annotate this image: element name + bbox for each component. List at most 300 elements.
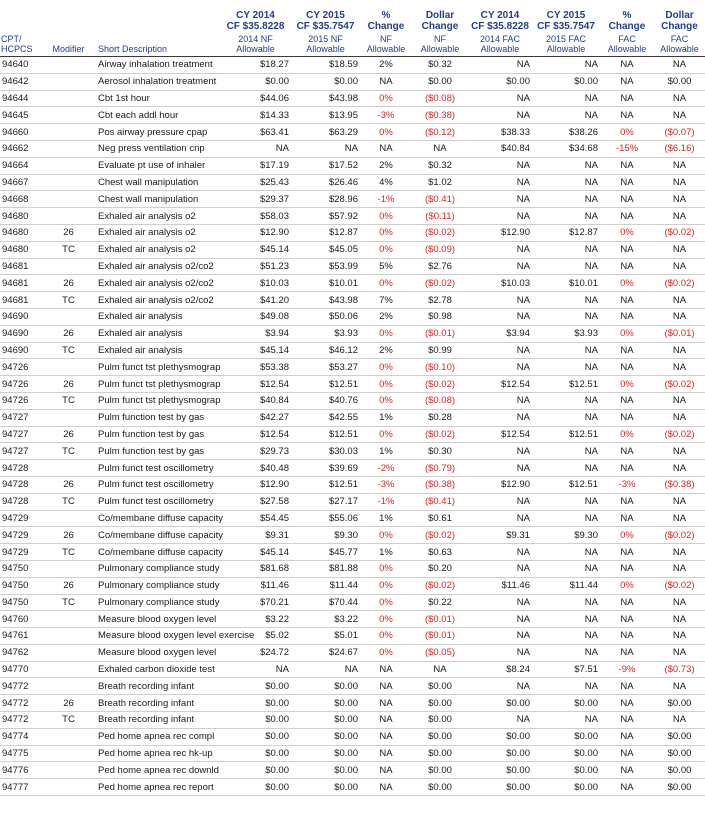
cell-2014-nf: $12.90 xyxy=(220,476,291,493)
cell-description: Ped home apnea rec downld xyxy=(92,762,220,779)
cell-code: 94726 xyxy=(0,359,45,376)
table-row xyxy=(0,611,705,628)
cell-nf-pct-change: NA xyxy=(360,695,412,712)
cell-2014-nf: $0.00 xyxy=(220,712,291,729)
cell-code: 94680 xyxy=(0,241,45,258)
cell-nf-dollar-change: $0.63 xyxy=(412,544,468,561)
cell-nf-pct-change: 5% xyxy=(360,258,412,275)
table-row xyxy=(0,644,705,661)
cell-2015-fac: NA xyxy=(532,510,600,527)
table-body xyxy=(0,57,705,796)
cell-fac-dollar-change: ($0.02) xyxy=(654,577,705,594)
cell-2015-nf: $10.01 xyxy=(291,275,360,292)
cell-2014-fac: NA xyxy=(468,308,532,325)
cell-modifier: TC xyxy=(45,712,92,729)
cell-2014-nf: $40.84 xyxy=(220,392,291,409)
cell-2015-nf: $3.22 xyxy=(291,611,360,628)
table-row xyxy=(0,191,705,208)
cell-modifier xyxy=(45,208,92,225)
cell-code: 94729 xyxy=(0,527,45,544)
cell-2015-fac: $9.30 xyxy=(532,527,600,544)
cell-2014-fac: $0.00 xyxy=(468,728,532,745)
cell-fac-pct-change: -9% xyxy=(600,661,654,678)
cell-nf-pct-change: 0% xyxy=(360,224,412,241)
cell-2014-fac: NA xyxy=(468,544,532,561)
cell-2014-nf: $12.54 xyxy=(220,376,291,393)
cell-2015-fac: NA xyxy=(532,678,600,695)
cell-2014-fac: NA xyxy=(468,392,532,409)
cell-2014-fac: $3.94 xyxy=(468,325,532,342)
cell-description: Co/membane diffuse capacity xyxy=(92,510,220,527)
cell-2014-fac: NA xyxy=(468,174,532,191)
cell-code: 94762 xyxy=(0,644,45,661)
cell-2015-nf: $12.87 xyxy=(291,224,360,241)
cell-nf-pct-change: 0% xyxy=(360,611,412,628)
cell-modifier xyxy=(45,779,92,796)
cell-modifier xyxy=(45,107,92,124)
header-cy2015-nf: CY 2015 CF $35.7547 xyxy=(296,10,355,32)
cell-nf-pct-change: 0% xyxy=(360,325,412,342)
cell-code: 94770 xyxy=(0,661,45,678)
cell-fac-pct-change: NA xyxy=(600,191,654,208)
table-row xyxy=(0,678,705,695)
cell-2014-fac: NA xyxy=(468,241,532,258)
cell-fac-dollar-change: NA xyxy=(654,174,705,191)
cell-code: 94668 xyxy=(0,191,45,208)
cell-2014-nf: $10.03 xyxy=(220,275,291,292)
cell-modifier: TC xyxy=(45,443,92,460)
cell-code: 94772 xyxy=(0,678,45,695)
cell-modifier xyxy=(45,359,92,376)
cell-2014-nf: $40.48 xyxy=(220,460,291,477)
cell-nf-dollar-change: ($0.10) xyxy=(412,359,468,376)
table-row xyxy=(0,90,705,107)
cell-2015-nf: $18.59 xyxy=(291,57,360,74)
cell-nf-pct-change: NA xyxy=(360,712,412,729)
cell-2015-fac: NA xyxy=(532,611,600,628)
cell-modifier xyxy=(45,644,92,661)
cell-fac-dollar-change: NA xyxy=(654,258,705,275)
table-row xyxy=(0,73,705,90)
cell-2015-nf: $13.95 xyxy=(291,107,360,124)
header-short-description: Short Description xyxy=(92,32,220,57)
cell-modifier: 26 xyxy=(45,376,92,393)
cell-2014-fac: NA xyxy=(468,628,532,645)
cell-description: Pulm funct test oscillometry xyxy=(92,493,220,510)
cell-2014-fac: $38.33 xyxy=(468,124,532,141)
cell-nf-dollar-change: $0.28 xyxy=(412,409,468,426)
cell-fac-dollar-change: ($0.02) xyxy=(654,224,705,241)
cell-fac-pct-change: 0% xyxy=(600,224,654,241)
cell-2014-nf: $27.58 xyxy=(220,493,291,510)
header-cpt-hcpcs: CPT/ HCPCS xyxy=(0,32,45,57)
cell-nf-dollar-change: ($0.08) xyxy=(412,90,468,107)
cell-2014-nf: NA xyxy=(220,661,291,678)
cell-modifier xyxy=(45,174,92,191)
cell-modifier xyxy=(45,308,92,325)
cell-fac-dollar-change: NA xyxy=(654,560,705,577)
cell-modifier: TC xyxy=(45,493,92,510)
cell-2015-fac: NA xyxy=(532,57,600,74)
cell-description: Cbt each addl hour xyxy=(92,107,220,124)
cell-description: Ped home apnea rec compl xyxy=(92,728,220,745)
cell-fac-pct-change: NA xyxy=(600,560,654,577)
cell-modifier: TC xyxy=(45,392,92,409)
cell-2015-fac: $12.51 xyxy=(532,376,600,393)
cell-code: 94640 xyxy=(0,57,45,74)
table-row xyxy=(0,409,705,426)
table-row xyxy=(0,594,705,611)
table-row xyxy=(0,460,705,477)
table-row xyxy=(0,140,705,157)
cell-modifier xyxy=(45,73,92,90)
cell-modifier xyxy=(45,409,92,426)
cell-nf-dollar-change: ($0.08) xyxy=(412,392,468,409)
cell-2015-fac: NA xyxy=(532,258,600,275)
cell-fac-pct-change: NA xyxy=(600,695,654,712)
cell-2014-fac: $12.54 xyxy=(468,376,532,393)
cell-nf-pct-change: 0% xyxy=(360,359,412,376)
cell-2015-nf: $42.55 xyxy=(291,409,360,426)
cell-fac-pct-change: NA xyxy=(600,107,654,124)
table-row xyxy=(0,426,705,443)
cell-2015-nf: $12.51 xyxy=(291,376,360,393)
table-row xyxy=(0,376,705,393)
cell-nf-pct-change: 0% xyxy=(360,241,412,258)
cell-fac-pct-change: 0% xyxy=(600,124,654,141)
cell-2015-fac: NA xyxy=(532,443,600,460)
cell-modifier: 26 xyxy=(45,476,92,493)
header-2015-nf-allowable: 2015 NF Allowable xyxy=(291,32,360,57)
cell-2014-nf: $11.46 xyxy=(220,577,291,594)
cell-fac-pct-change: NA xyxy=(600,460,654,477)
cell-nf-dollar-change: $0.99 xyxy=(412,342,468,359)
cell-description: Exhaled air analysis o2 xyxy=(92,224,220,241)
cell-2014-fac: $9.31 xyxy=(468,527,532,544)
cell-modifier xyxy=(45,560,92,577)
cell-2014-nf: $41.20 xyxy=(220,292,291,309)
cell-2015-nf: $0.00 xyxy=(291,728,360,745)
cell-nf-pct-change: 2% xyxy=(360,308,412,325)
cell-2015-fac: NA xyxy=(532,560,600,577)
cell-fac-dollar-change: NA xyxy=(654,191,705,208)
cell-2015-nf: $0.00 xyxy=(291,678,360,695)
cell-code: 94727 xyxy=(0,426,45,443)
cell-description: Breath recording infant xyxy=(92,712,220,729)
cell-description: Pulmonary compliance study xyxy=(92,594,220,611)
cell-description: Pos airway pressure cpap xyxy=(92,124,220,141)
cell-2014-fac: NA xyxy=(468,90,532,107)
cell-fac-dollar-change: NA xyxy=(654,409,705,426)
cell-modifier xyxy=(45,57,92,74)
cell-description: Exhaled air analysis o2 xyxy=(92,208,220,225)
cell-2014-nf: $0.00 xyxy=(220,728,291,745)
cell-nf-dollar-change: ($0.41) xyxy=(412,191,468,208)
cell-code: 94728 xyxy=(0,476,45,493)
cell-2014-fac: NA xyxy=(468,292,532,309)
table-header xyxy=(0,0,705,57)
cell-2015-fac: $0.00 xyxy=(532,695,600,712)
table-row xyxy=(0,224,705,241)
header-cy2015-fac: CY 2015 CF $35.7547 xyxy=(537,10,595,32)
cell-description: Breath recording infant xyxy=(92,678,220,695)
cell-modifier xyxy=(45,157,92,174)
cell-2014-fac: NA xyxy=(468,208,532,225)
table-row xyxy=(0,661,705,678)
cell-fac-pct-change: NA xyxy=(600,745,654,762)
cell-2015-fac: NA xyxy=(532,359,600,376)
cell-nf-dollar-change: ($0.01) xyxy=(412,325,468,342)
cell-2015-fac: $0.00 xyxy=(532,73,600,90)
cell-nf-dollar-change: $0.30 xyxy=(412,443,468,460)
cell-fac-dollar-change: NA xyxy=(654,460,705,477)
cell-nf-pct-change: 2% xyxy=(360,157,412,174)
cell-nf-dollar-change: $0.00 xyxy=(412,678,468,695)
table-row xyxy=(0,493,705,510)
cell-modifier xyxy=(45,678,92,695)
cell-2014-fac: NA xyxy=(468,644,532,661)
cell-fac-dollar-change: ($0.38) xyxy=(654,476,705,493)
cell-2015-nf: $43.98 xyxy=(291,292,360,309)
header-fac-allowable-dollar: FAC Allowable xyxy=(654,32,705,57)
cell-fac-pct-change: NA xyxy=(600,258,654,275)
cell-modifier: 26 xyxy=(45,695,92,712)
cell-code: 94761 xyxy=(0,628,45,645)
cell-2015-fac: $0.00 xyxy=(532,745,600,762)
cell-description: Pulm funct test oscillometry xyxy=(92,476,220,493)
cell-fac-dollar-change: NA xyxy=(654,443,705,460)
cell-code: 94760 xyxy=(0,611,45,628)
cell-code: 94772 xyxy=(0,695,45,712)
cell-nf-pct-change: 0% xyxy=(360,392,412,409)
cell-fac-pct-change: NA xyxy=(600,728,654,745)
cell-2014-nf: $0.00 xyxy=(220,779,291,796)
cell-nf-pct-change: 7% xyxy=(360,292,412,309)
cell-fac-pct-change: NA xyxy=(600,292,654,309)
cell-nf-pct-change: 4% xyxy=(360,174,412,191)
cell-nf-pct-change: 0% xyxy=(360,275,412,292)
cell-fac-pct-change: NA xyxy=(600,443,654,460)
cell-fac-pct-change: NA xyxy=(600,241,654,258)
cell-fac-pct-change: NA xyxy=(600,409,654,426)
cell-2015-nf: $55.06 xyxy=(291,510,360,527)
cell-code: 94727 xyxy=(0,409,45,426)
cell-description: Breath recording infant xyxy=(92,695,220,712)
cell-2014-nf: $44.06 xyxy=(220,90,291,107)
cell-description: Exhaled air analysis o2/co2 xyxy=(92,275,220,292)
cell-code: 94772 xyxy=(0,712,45,729)
cell-description: Pulm function test by gas xyxy=(92,426,220,443)
cell-2014-nf: $14.33 xyxy=(220,107,291,124)
cell-modifier xyxy=(45,661,92,678)
cell-2014-nf: $29.73 xyxy=(220,443,291,460)
cell-nf-pct-change: 0% xyxy=(360,124,412,141)
table-row xyxy=(0,258,705,275)
cell-2015-nf: $45.05 xyxy=(291,241,360,258)
cell-nf-dollar-change: ($0.02) xyxy=(412,577,468,594)
cell-2015-fac: NA xyxy=(532,460,600,477)
cell-2015-nf: $70.44 xyxy=(291,594,360,611)
cell-modifier xyxy=(45,728,92,745)
cell-2015-nf: $0.00 xyxy=(291,73,360,90)
header-2014-fac-allowable: 2014 FAC Allowable xyxy=(468,32,532,57)
cell-2015-fac: $12.51 xyxy=(532,476,600,493)
cell-code: 94776 xyxy=(0,762,45,779)
cell-fac-dollar-change: ($0.02) xyxy=(654,426,705,443)
cell-fac-dollar-change: NA xyxy=(654,611,705,628)
cell-modifier xyxy=(45,460,92,477)
cell-2015-fac: $12.87 xyxy=(532,224,600,241)
cell-fac-dollar-change: NA xyxy=(654,57,705,74)
cell-2014-nf: $63.41 xyxy=(220,124,291,141)
cell-code: 94750 xyxy=(0,560,45,577)
cell-description: Exhaled carbon dioxide test xyxy=(92,661,220,678)
cell-code: 94729 xyxy=(0,510,45,527)
cell-2014-nf: $29.37 xyxy=(220,191,291,208)
cell-2015-fac: NA xyxy=(532,191,600,208)
cell-fac-pct-change: NA xyxy=(600,712,654,729)
cell-2014-fac: NA xyxy=(468,107,532,124)
cell-nf-pct-change: NA xyxy=(360,728,412,745)
cell-2015-nf: $30.03 xyxy=(291,443,360,460)
cell-code: 94750 xyxy=(0,577,45,594)
cell-fac-pct-change: NA xyxy=(600,359,654,376)
header-cy2014-nf: CY 2014 CF $35.8228 xyxy=(226,10,285,32)
table-row xyxy=(0,57,705,74)
cell-description: Pulm funct test oscillometry xyxy=(92,460,220,477)
cell-description: Neg press ventilation cnp xyxy=(92,140,220,157)
cell-2014-nf: $81.68 xyxy=(220,560,291,577)
cell-2014-fac: NA xyxy=(468,409,532,426)
cell-fac-pct-change: 0% xyxy=(600,426,654,443)
cell-2015-fac: NA xyxy=(532,157,600,174)
table-row xyxy=(0,292,705,309)
cell-fac-pct-change: -3% xyxy=(600,476,654,493)
cell-fac-dollar-change: ($0.02) xyxy=(654,527,705,544)
table-row xyxy=(0,762,705,779)
table-row xyxy=(0,560,705,577)
cell-code: 94774 xyxy=(0,728,45,745)
cell-2015-nf: $46.12 xyxy=(291,342,360,359)
table-row xyxy=(0,124,705,141)
table-row xyxy=(0,208,705,225)
header-pct-change-nf: % Change xyxy=(367,10,405,32)
cell-2015-nf: $39.69 xyxy=(291,460,360,477)
cell-fac-pct-change: -15% xyxy=(600,140,654,157)
cell-fac-pct-change: NA xyxy=(600,628,654,645)
cell-description: Pulm funct tst plethysmograp xyxy=(92,392,220,409)
cell-nf-pct-change: 0% xyxy=(360,644,412,661)
cell-nf-dollar-change: ($0.41) xyxy=(412,493,468,510)
cell-nf-pct-change: NA xyxy=(360,140,412,157)
table-row xyxy=(0,628,705,645)
cell-code: 94680 xyxy=(0,208,45,225)
cell-fac-dollar-change: NA xyxy=(654,241,705,258)
cell-2014-fac: $10.03 xyxy=(468,275,532,292)
cell-modifier: TC xyxy=(45,544,92,561)
header-row-sub xyxy=(0,32,705,57)
cell-nf-dollar-change: $0.20 xyxy=(412,560,468,577)
cell-fac-pct-change: NA xyxy=(600,544,654,561)
cell-fac-dollar-change: $0.00 xyxy=(654,745,705,762)
cell-fac-pct-change: 0% xyxy=(600,527,654,544)
cell-fac-pct-change: NA xyxy=(600,594,654,611)
cell-fac-pct-change: NA xyxy=(600,308,654,325)
cell-2014-fac: NA xyxy=(468,342,532,359)
cell-2015-nf: $0.00 xyxy=(291,779,360,796)
cell-2014-nf: $9.31 xyxy=(220,527,291,544)
cell-2014-nf: $3.94 xyxy=(220,325,291,342)
table-row xyxy=(0,577,705,594)
cell-fac-dollar-change: NA xyxy=(654,544,705,561)
cell-nf-pct-change: -3% xyxy=(360,476,412,493)
cell-description: Co/membane diffuse capacity xyxy=(92,527,220,544)
cell-fac-pct-change: NA xyxy=(600,762,654,779)
cell-fac-pct-change: NA xyxy=(600,73,654,90)
header-pct-change-fac: % Change xyxy=(608,10,646,32)
cell-2015-fac: NA xyxy=(532,174,600,191)
cell-nf-pct-change: -1% xyxy=(360,191,412,208)
cell-nf-dollar-change: ($0.02) xyxy=(412,275,468,292)
cell-modifier xyxy=(45,90,92,107)
cell-fac-dollar-change: NA xyxy=(654,359,705,376)
cell-nf-dollar-change: $2.78 xyxy=(412,292,468,309)
cell-2015-fac: $11.44 xyxy=(532,577,600,594)
cell-nf-pct-change: NA xyxy=(360,745,412,762)
cell-code: 94690 xyxy=(0,325,45,342)
cell-code: 94777 xyxy=(0,779,45,796)
cell-fac-dollar-change: ($0.02) xyxy=(654,376,705,393)
cell-2015-nf: $63.29 xyxy=(291,124,360,141)
cell-2015-nf: $81.88 xyxy=(291,560,360,577)
cell-nf-dollar-change: $0.00 xyxy=(412,779,468,796)
cell-modifier xyxy=(45,140,92,157)
cell-2014-fac: NA xyxy=(468,678,532,695)
header-modifier: Modifier xyxy=(45,32,92,57)
cell-fac-dollar-change: NA xyxy=(654,712,705,729)
cell-2015-fac: NA xyxy=(532,544,600,561)
table-row xyxy=(0,695,705,712)
cell-nf-dollar-change: ($0.02) xyxy=(412,527,468,544)
cell-nf-dollar-change: ($0.38) xyxy=(412,476,468,493)
cell-code: 94664 xyxy=(0,157,45,174)
cell-code: 94681 xyxy=(0,292,45,309)
cell-fac-pct-change: NA xyxy=(600,157,654,174)
cell-2015-fac: NA xyxy=(532,107,600,124)
cell-modifier xyxy=(45,611,92,628)
cell-nf-pct-change: 0% xyxy=(360,208,412,225)
cell-code: 94681 xyxy=(0,275,45,292)
cell-2015-fac: $7.51 xyxy=(532,661,600,678)
cell-fac-dollar-change: NA xyxy=(654,90,705,107)
cell-2015-nf: $0.00 xyxy=(291,745,360,762)
cell-nf-pct-change: 0% xyxy=(360,628,412,645)
cell-2015-fac: $0.00 xyxy=(532,779,600,796)
cell-modifier: TC xyxy=(45,342,92,359)
cell-fac-dollar-change: NA xyxy=(654,208,705,225)
table-row xyxy=(0,308,705,325)
cell-fac-dollar-change: $0.00 xyxy=(654,728,705,745)
cell-description: Exhaled air analysis xyxy=(92,342,220,359)
cell-2015-nf: $26.46 xyxy=(291,174,360,191)
cell-fac-dollar-change: NA xyxy=(654,628,705,645)
cell-fac-pct-change: NA xyxy=(600,644,654,661)
cell-nf-dollar-change: $1.02 xyxy=(412,174,468,191)
cell-nf-dollar-change: $0.32 xyxy=(412,157,468,174)
cell-2015-nf: $12.51 xyxy=(291,426,360,443)
cell-2014-nf: $3.22 xyxy=(220,611,291,628)
header-top-cell xyxy=(92,0,220,32)
